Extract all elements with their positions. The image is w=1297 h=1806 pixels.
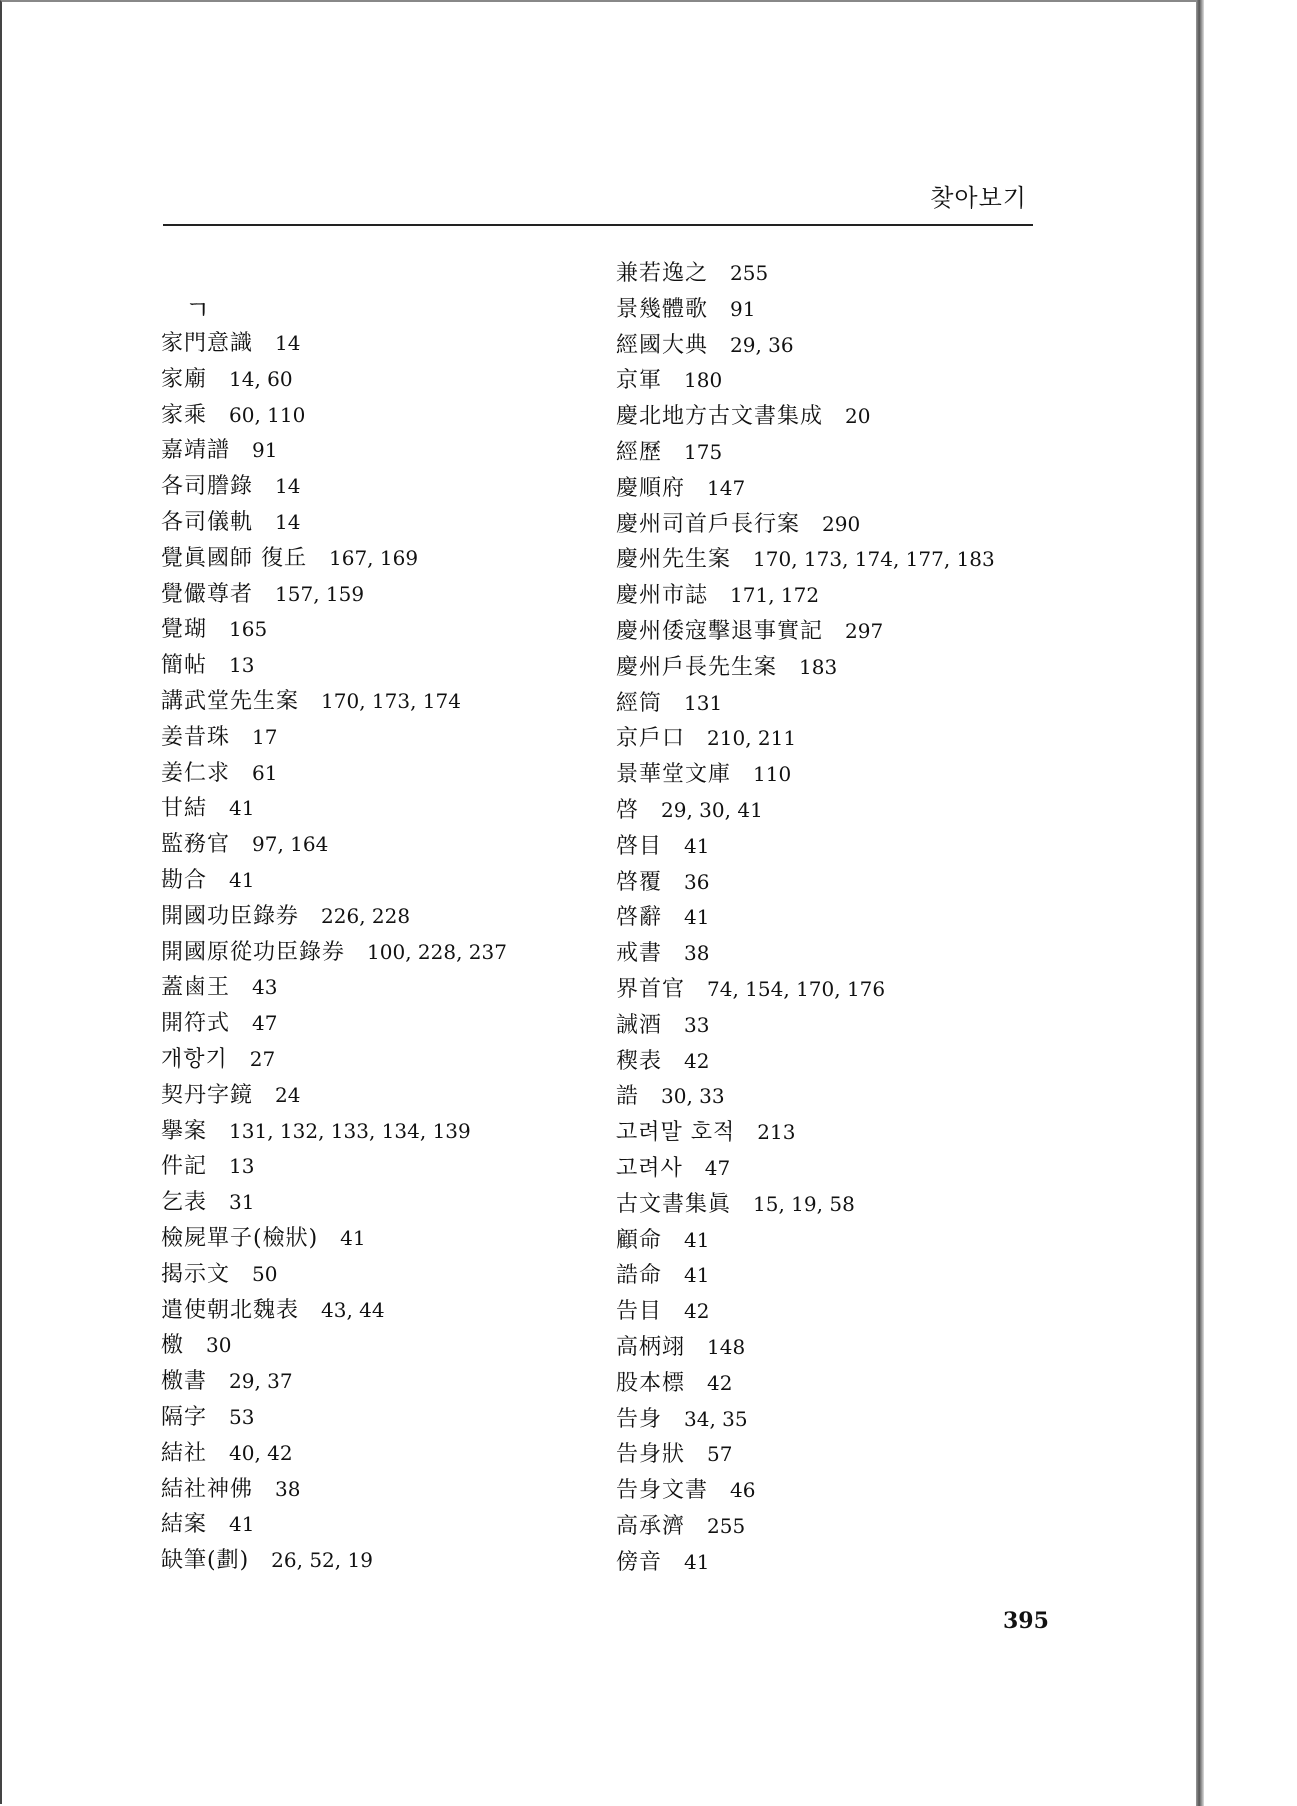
index-pages: 20 — [845, 404, 871, 429]
index-term: 京戶口 — [616, 726, 686, 752]
index-entry — [616, 867, 709, 898]
index-pages: 170, 173, 174, 177, 183 — [753, 547, 995, 572]
index-term: 各司儀軌 — [161, 510, 254, 535]
index-pages: 41 — [684, 1227, 710, 1252]
index-pages: 57 — [707, 1442, 733, 1467]
index-entry — [161, 1116, 471, 1147]
index-pages: 13 — [229, 1154, 255, 1179]
index-entry — [161, 1151, 254, 1182]
index-entry — [161, 364, 293, 395]
index-entry — [161, 1295, 385, 1326]
index-entry — [616, 616, 883, 647]
index-term: 簡帖 — [161, 653, 208, 679]
section-letter: ㄱ — [185, 296, 211, 326]
index-term: 隔字 — [161, 1405, 208, 1430]
index-pages: 210, 211 — [707, 726, 797, 751]
index-entry — [161, 1259, 277, 1290]
index-entry — [616, 1046, 709, 1077]
index-entry — [616, 1475, 755, 1506]
index-entry — [616, 1296, 709, 1327]
index-pages: 29, 37 — [229, 1369, 293, 1394]
index-entry — [161, 937, 507, 968]
index-pages: 255 — [730, 261, 769, 285]
index-term: 覺儼尊者 — [161, 581, 254, 607]
index-term: 結案 — [161, 1512, 208, 1538]
index-pages: 180 — [684, 368, 723, 393]
index-entry — [616, 401, 870, 432]
index-entry — [161, 1402, 254, 1433]
index-entry — [161, 1080, 300, 1111]
index-entry — [161, 793, 254, 824]
index-pages: 131 — [684, 690, 723, 715]
index-pages: 41 — [684, 905, 710, 930]
index-term: 戒書 — [616, 941, 663, 967]
index-pages: 167, 169 — [329, 545, 419, 570]
index-entry — [161, 579, 364, 610]
index-entry — [161, 722, 277, 753]
index-pages: 183 — [799, 654, 838, 679]
index-pages: 255 — [707, 1514, 746, 1538]
index-term: 傍音 — [616, 1549, 663, 1575]
index-term: 乞表 — [161, 1190, 208, 1216]
index-term: 稧表 — [616, 1048, 663, 1074]
index-term: 慶北地方古文書集成 — [616, 404, 824, 430]
index-term: 檄書 — [161, 1369, 208, 1395]
index-entry — [161, 400, 305, 431]
index-pages: 97, 164 — [252, 832, 329, 857]
index-entry — [616, 1511, 745, 1542]
index-pages: 50 — [252, 1261, 278, 1286]
index-entry — [616, 1332, 745, 1363]
index-entry — [161, 1509, 254, 1540]
index-pages: 131, 132, 133, 134, 139 — [229, 1118, 471, 1143]
index-pages: 47 — [252, 1011, 278, 1036]
index-entry — [616, 1368, 732, 1399]
index-term: 家門意識 — [161, 331, 254, 356]
index-term: 遣使朝北魏表 — [161, 1297, 300, 1323]
index-term: 講武堂先生案 — [161, 689, 300, 714]
index-pages: 41 — [684, 1263, 710, 1288]
index-term: 家廟 — [161, 366, 208, 392]
index-pages: 147 — [707, 475, 746, 500]
index-entry — [161, 686, 461, 717]
index-entry — [161, 1545, 373, 1576]
index-term: 股本標 — [616, 1370, 686, 1396]
index-term: 慶州倭寇擊退事實記 — [616, 619, 824, 644]
index-term: 開國原從功臣錄券 — [161, 939, 346, 965]
index-entry — [161, 829, 328, 860]
index-entry — [161, 650, 254, 681]
index-pages: 33 — [684, 1012, 710, 1037]
index-entry — [161, 1366, 293, 1397]
index-entry — [161, 543, 418, 574]
index-pages: 40, 42 — [229, 1440, 293, 1465]
index-pages: 14 — [275, 510, 301, 534]
index-term: 高柄翊 — [616, 1335, 686, 1360]
index-pages: 30, 33 — [661, 1084, 725, 1109]
index-term: 件記 — [161, 1154, 208, 1180]
index-term: 景華堂文庫 — [616, 762, 732, 788]
index-entry — [616, 1189, 855, 1220]
index-pages: 14 — [275, 474, 301, 499]
index-entry — [616, 1010, 709, 1041]
index-term: 誥 — [616, 1084, 640, 1110]
index-pages: 14, 60 — [229, 366, 293, 391]
index-term: 家乘 — [161, 402, 208, 428]
index-pages: 29, 36 — [730, 332, 794, 357]
index-term: 擧案 — [161, 1118, 208, 1144]
index-entry — [161, 471, 300, 502]
index-pages: 226, 228 — [321, 903, 411, 928]
index-pages: 110 — [753, 762, 792, 787]
index-entry — [616, 580, 819, 611]
index-pages: 74, 154, 170, 176 — [707, 977, 886, 1001]
index-term: 告身狀 — [616, 1442, 686, 1468]
index-term: 慶州司首戶長行案 — [616, 511, 801, 537]
index-entry — [616, 330, 794, 361]
index-term: 經歷 — [616, 440, 663, 465]
index-entry — [616, 795, 763, 826]
index-term: 姜仁求 — [161, 760, 231, 786]
index-pages: 42 — [707, 1370, 733, 1395]
index-entry — [616, 473, 745, 504]
index-term: 開國功臣錄券 — [161, 903, 300, 929]
index-term: 高承濟 — [616, 1514, 686, 1539]
index-entry — [616, 1404, 748, 1435]
index-pages: 157, 159 — [275, 581, 365, 606]
index-entry — [161, 435, 277, 466]
index-pages: 175 — [684, 440, 723, 464]
index-term: 檢屍單子(檢狀) — [161, 1226, 319, 1251]
index-entry — [161, 901, 410, 932]
index-pages: 213 — [757, 1120, 796, 1145]
index-entry — [616, 365, 722, 396]
index-entry — [616, 759, 791, 790]
index-pages: 17 — [252, 724, 278, 749]
index-pages: 46 — [730, 1478, 756, 1503]
index-entry — [616, 1439, 732, 1470]
index-pages: 165 — [229, 617, 268, 642]
index-term: 啓辭 — [616, 905, 663, 931]
index-term: 覺眞國師 復丘 — [161, 545, 307, 571]
index-term: 經國大典 — [616, 332, 709, 358]
index-term: 契丹字鏡 — [161, 1082, 254, 1108]
index-entry — [616, 509, 860, 540]
index-term: 勘合 — [161, 868, 208, 893]
index-term: 啓 — [616, 798, 640, 823]
index-entry — [616, 258, 768, 289]
index-entry — [161, 614, 267, 645]
index-pages: 31 — [229, 1190, 255, 1215]
index-entry — [616, 902, 709, 933]
index-pages: 41 — [229, 796, 255, 821]
index-entry — [161, 1044, 275, 1075]
index-term: 經筒 — [616, 690, 663, 716]
index-pages: 43, 44 — [321, 1297, 385, 1322]
index-entry — [161, 1223, 366, 1254]
index-pages: 297 — [845, 619, 884, 643]
index-term: 結社 — [161, 1440, 208, 1466]
index-term: 兼若逸之 — [616, 261, 709, 286]
index-pages: 34, 35 — [684, 1406, 748, 1431]
index-pages: 38 — [684, 941, 710, 966]
index-entry — [161, 1474, 300, 1505]
index-entry — [161, 1330, 231, 1361]
index-pages: 38 — [275, 1476, 301, 1501]
index-entry — [616, 1260, 709, 1291]
index-term: 開符式 — [161, 1011, 231, 1037]
page-edge-shadow — [1196, 0, 1204, 1806]
index-term: 姜昔珠 — [161, 724, 231, 750]
index-pages: 290 — [822, 511, 861, 536]
index-term: 고려말 호적 — [616, 1120, 736, 1146]
index-term: 景幾體歌 — [616, 296, 709, 322]
index-term: 告身文書 — [616, 1478, 709, 1504]
index-term: 覺瑚 — [161, 617, 208, 643]
index-entry — [616, 938, 709, 969]
index-term: 告目 — [616, 1299, 663, 1325]
index-term: 告身 — [616, 1406, 663, 1432]
index-entry — [161, 328, 300, 359]
index-pages: 13 — [229, 653, 255, 678]
index-term: 慶州先生案 — [616, 547, 732, 573]
index-term: 京軍 — [616, 368, 663, 394]
index-term: 嘉靖譜 — [161, 438, 231, 464]
index-term: 檄 — [161, 1333, 185, 1359]
index-pages: 60, 110 — [229, 402, 306, 427]
index-entry — [616, 688, 722, 719]
index-pages: 100, 228, 237 — [367, 939, 507, 964]
index-entry — [616, 652, 837, 683]
index-entry — [616, 974, 885, 1005]
index-entry — [161, 1187, 254, 1218]
index-pages: 61 — [252, 760, 278, 785]
page-number: 395 — [1003, 1608, 1049, 1634]
index-pages: 41 — [684, 833, 710, 858]
index-pages: 14 — [275, 331, 301, 355]
index-pages: 41 — [229, 868, 255, 892]
index-term: 缺筆(劃) — [161, 1548, 250, 1574]
index-pages: 24 — [275, 1082, 301, 1107]
index-entry — [616, 437, 722, 468]
index-term: 古文書集眞 — [616, 1191, 732, 1217]
index-pages: 171, 172 — [730, 583, 820, 608]
index-term: 監務官 — [161, 832, 231, 858]
index-entry — [616, 1081, 725, 1112]
index-pages: 42 — [684, 1048, 710, 1073]
index-term: 啓覆 — [616, 869, 663, 895]
index-term: 界首官 — [616, 977, 686, 1002]
index-entry — [616, 831, 709, 862]
index-pages: 30 — [206, 1333, 232, 1358]
index-pages: 91 — [730, 296, 756, 321]
index-pages: 42 — [684, 1299, 710, 1324]
index-pages: 27 — [249, 1047, 276, 1071]
index-entry — [161, 758, 277, 789]
index-pages: 15, 19, 58 — [753, 1191, 855, 1216]
index-entry — [161, 1438, 293, 1469]
index-term: 顧命 — [616, 1227, 663, 1253]
index-term: 結社神佛 — [161, 1476, 254, 1502]
index-entry — [161, 972, 277, 1003]
index-term: 啓目 — [616, 833, 663, 859]
index-term: 甘結 — [161, 796, 208, 822]
index-term: 개항기 — [161, 1047, 228, 1072]
index-term: 誡酒 — [616, 1012, 663, 1038]
index-entry — [616, 1225, 709, 1256]
index-pages: 26, 52, 19 — [271, 1548, 373, 1573]
index-pages: 41 — [340, 1226, 366, 1250]
index-entry — [616, 1117, 795, 1148]
index-entry — [616, 1547, 709, 1578]
index-term: 慶順府 — [616, 475, 686, 501]
index-pages: 170, 173, 174 — [321, 689, 461, 713]
index-pages: 91 — [252, 438, 278, 463]
index-term: 慶州戶長先生案 — [616, 654, 778, 680]
index-term: 慶州市誌 — [616, 583, 709, 609]
index-entry — [616, 294, 755, 325]
index-pages: 41 — [684, 1549, 710, 1574]
index-term: 고려사 — [616, 1156, 683, 1181]
index-pages: 148 — [707, 1335, 746, 1359]
index-entry — [161, 1008, 277, 1039]
index-entry — [616, 544, 995, 575]
index-pages: 36 — [684, 869, 710, 894]
index-pages: 53 — [229, 1405, 255, 1429]
index-pages: 41 — [229, 1512, 255, 1537]
index-pages: 47 — [704, 1156, 731, 1180]
running-header-title: 찾아보기 — [930, 184, 1027, 212]
index-pages: 43 — [252, 975, 278, 1000]
index-entry — [616, 1153, 730, 1184]
index-entry — [616, 723, 796, 754]
index-entry — [161, 865, 254, 896]
index-term: 蓋鹵王 — [161, 975, 231, 1001]
index-term: 誥命 — [616, 1263, 663, 1289]
header-rule — [163, 224, 1033, 226]
index-term: 各司謄錄 — [161, 474, 254, 500]
index-entry — [161, 507, 300, 538]
index-term: 揭示文 — [161, 1261, 231, 1287]
index-pages: 29, 30, 41 — [661, 798, 763, 822]
